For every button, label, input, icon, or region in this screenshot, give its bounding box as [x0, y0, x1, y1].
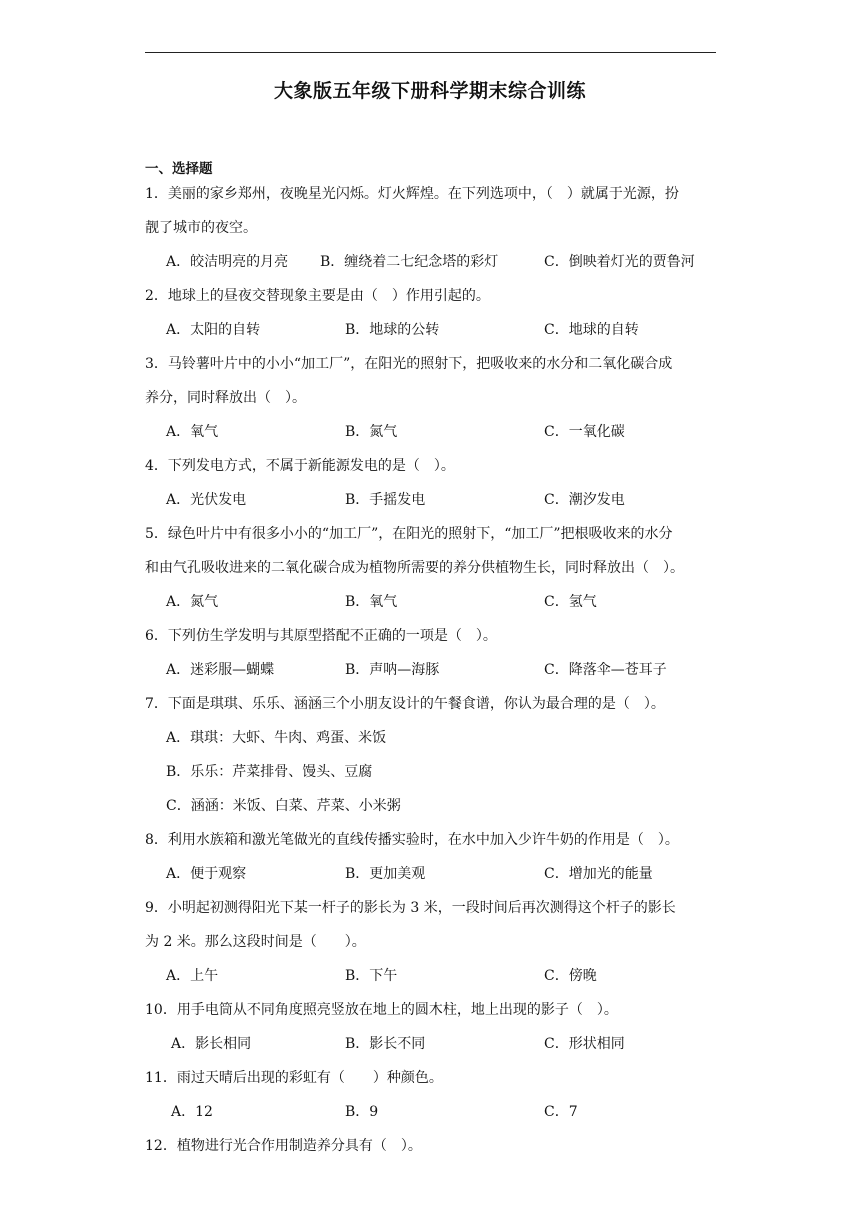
- option-c[interactable]: C．倒映着灯光的贾鲁河: [544, 254, 695, 270]
- section-heading: 一、选择题: [145, 161, 213, 177]
- question-4-line-1: 4．下列发电方式，不属于新能源发电的是（ ）。: [145, 458, 455, 474]
- option-a[interactable]: A．氮气: [166, 594, 219, 610]
- option-b[interactable]: B．手摇发电: [345, 492, 426, 508]
- question-1-line-1: 1．美丽的家乡郑州，夜晚星光闪烁。灯火辉煌。在下列选项中，（ ）就属于光源，扮: [145, 186, 679, 202]
- question-11-line-1: 11．雨过天晴后出现的彩虹有（ ）种颜色。: [145, 1070, 443, 1086]
- option-a[interactable]: A．太阳的自转: [166, 322, 261, 338]
- option-a[interactable]: A．琪琪：大虾、牛肉、鸡蛋、米饭: [166, 730, 387, 746]
- question-3-line-1: 3．马铃薯叶片中的小小“加工厂”，在阳光的照射下，把吸收来的水分和二氧化碳合成: [145, 356, 673, 372]
- question-4-options: [0, 490, 860, 510]
- option-c[interactable]: C．涵涵：米饭、白菜、芹菜、小米粥: [166, 798, 401, 814]
- option-c[interactable]: C．一氧化碳: [544, 424, 625, 440]
- question-8-options: [0, 864, 860, 884]
- option-a[interactable]: A．12: [171, 1104, 213, 1120]
- question-6-line-1: 6．下列仿生学发明与其原型搭配不正确的一项是（ ）。: [145, 628, 497, 644]
- question-5-line-1: 5．绿色叶片中有很多小小的“加工厂”，在阳光的照射下，“加工厂”把根吸收来的水分: [145, 526, 673, 542]
- option-c[interactable]: C．傍晚: [544, 968, 597, 984]
- page-title: 大象版五年级下册科学期末综合训练: [273, 80, 586, 102]
- question-6-options: [0, 660, 860, 680]
- header-rule: [145, 52, 716, 53]
- option-b[interactable]: B．乐乐：芹菜排骨、馒头、豆腐: [166, 764, 373, 780]
- question-5-options: [0, 592, 860, 612]
- option-b[interactable]: B．9: [345, 1104, 379, 1120]
- option-b[interactable]: B．影长不同: [345, 1036, 426, 1052]
- option-c[interactable]: C．增加光的能量: [544, 866, 653, 882]
- question-10-line-1: 10．用手电筒从不同角度照亮竖放在地上的圆木柱，地上出现的影子（ ）。: [145, 1002, 618, 1018]
- option-b[interactable]: B．氮气: [345, 424, 398, 440]
- option-b[interactable]: B．氧气: [345, 594, 398, 610]
- option-a[interactable]: A．迷彩服—蝴蝶: [166, 662, 275, 678]
- option-b[interactable]: B．缠绕着二七纪念塔的彩灯: [320, 254, 499, 270]
- question-9-options: [0, 966, 860, 986]
- question-9-line-2: 为 2 米。那么这段时间是（ ）。: [145, 934, 366, 950]
- option-c[interactable]: C．地球的自转: [544, 322, 639, 338]
- option-a[interactable]: A．皎洁明亮的月亮: [166, 254, 289, 270]
- question-11-options: [0, 1102, 860, 1122]
- question-7-option-a-row: [0, 728, 860, 748]
- question-2-options: [0, 320, 860, 340]
- question-2-line-1: 2．地球上的昼夜交替现象主要是由（ ）作用引起的。: [145, 288, 490, 304]
- option-c[interactable]: C．潮汐发电: [544, 492, 625, 508]
- question-3-line-2: 养分，同时释放出（ ）。: [145, 390, 306, 406]
- question-7-option-c-row: [0, 796, 860, 816]
- option-c[interactable]: C．7: [544, 1104, 578, 1120]
- question-10-options: [0, 1034, 860, 1054]
- question-7-option-b-row: [0, 762, 860, 782]
- option-a[interactable]: A．氧气: [166, 424, 219, 440]
- option-b[interactable]: B．下午: [345, 968, 398, 984]
- option-c[interactable]: C．形状相同: [544, 1036, 625, 1052]
- option-a[interactable]: A．便于观察: [166, 866, 247, 882]
- question-1-line-2: 靓了城市的夜空。: [145, 220, 257, 236]
- option-a[interactable]: A．影长相同: [171, 1036, 252, 1052]
- option-a[interactable]: A．光伏发电: [166, 492, 247, 508]
- question-3-options: [0, 422, 860, 442]
- option-b[interactable]: B．声呐—海豚: [345, 662, 440, 678]
- question-9-line-1: 9．小明起初测得阳光下某一杆子的影长为 3 米，一段时间后再次测得这个杆子的影长: [145, 900, 676, 916]
- question-12-line-1: 12．植物进行光合作用制造养分具有（ ）。: [145, 1138, 422, 1154]
- option-a[interactable]: A．上午: [166, 968, 219, 984]
- option-b[interactable]: B．更加美观: [345, 866, 426, 882]
- question-1-options: [0, 252, 860, 272]
- question-5-line-2: 和由气孔吸收进来的二氧化碳合成为植物所需要的养分供植物生长，同时释放出（ ）。: [145, 560, 684, 576]
- option-b[interactable]: B．地球的公转: [345, 322, 440, 338]
- question-7-line-1: 7．下面是琪琪、乐乐、涵涵三个小朋友设计的午餐食谱，你认为最合理的是（ ）。: [145, 696, 665, 712]
- question-8-line-1: 8．利用水族箱和激光笔做光的直线传播实验时，在水中加入少许牛奶的作用是（ ）。: [145, 832, 679, 848]
- option-c[interactable]: C．氢气: [544, 594, 597, 610]
- option-c[interactable]: C．降落伞—苍耳子: [544, 662, 667, 678]
